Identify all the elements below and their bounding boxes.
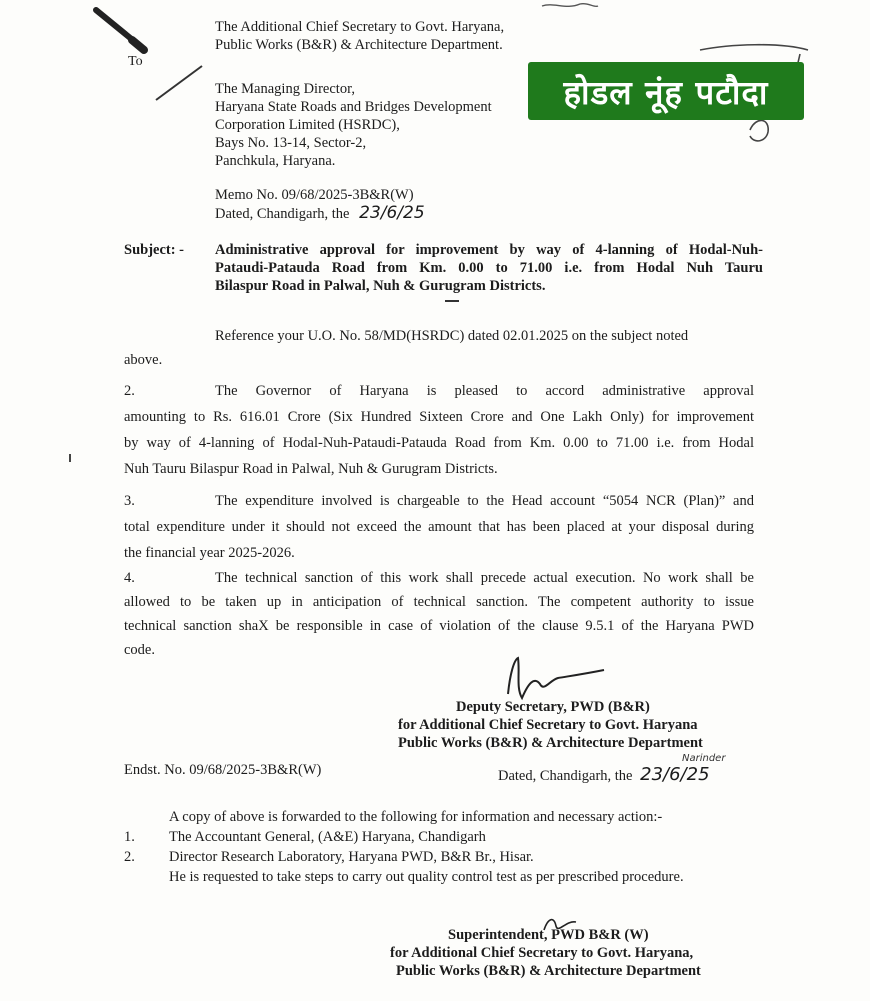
endorsement-date-handwritten: 23/6/25 <box>640 764 710 785</box>
paragraph-line: code. <box>124 642 155 658</box>
to-address <box>215 80 492 170</box>
subject-line: Pataudi-Patauda Road from Km. 0.00 to 71.00 i.e. from Hodal Nuh Tauru <box>215 260 763 276</box>
reference-line: Reference your U.O. No. 58/MD(HSRDC) dated 02.01.2025 on the subject noted <box>215 328 689 344</box>
signature-line: Public Works (B&R) & Architecture Department <box>398 735 703 751</box>
subject-line: Bilaspur Road in Palwal, Nuh & Gurugram Districts. <box>215 278 546 294</box>
copy-item <box>124 828 684 846</box>
hindi-title-banner: होडल नूंह पटौदा <box>528 62 804 120</box>
signature-line: Superintendent, PWD B&R (W) <box>448 927 649 943</box>
subject-divider <box>445 300 459 302</box>
subject-text <box>215 241 763 295</box>
paragraph-line: The technical sanction of this work shall precede actual execution. No work shall be <box>215 570 754 586</box>
paragraph-line: amounting to Rs. 616.01 Crore (Six Hundred Sixteen Crore and One Lakh Only) for improvement <box>124 409 754 425</box>
to-label: To <box>128 54 143 69</box>
to-address-line: Bays No. 13-14, Sector-2, <box>215 135 367 151</box>
paragraph-number: 2. <box>124 383 135 399</box>
reference-paragraph <box>124 327 754 369</box>
signature-block-2 <box>390 926 701 980</box>
copy-item <box>124 848 684 866</box>
paragraph-line: Nuh Tauru Bilaspur Road in Palwal, Nuh & Gurugram Districts. <box>124 461 498 477</box>
to-address-line: The Managing Director, <box>215 81 355 97</box>
copy-item-number: 2. <box>124 849 135 865</box>
paragraph-3 <box>124 488 754 566</box>
pen-stroke-diagonal <box>150 62 210 106</box>
copy-forward-block <box>124 808 684 886</box>
paragraph-line: allowed to be taken up in anticipation of technical sanction. The competent authority to issue <box>124 594 754 610</box>
to-address-line: Corporation Limited (HSRDC), <box>215 117 400 133</box>
subject-line: Administrative approval for improvement by way of 4-lanning of Hodal-Nuh- <box>215 242 763 258</box>
paragraph-number: 3. <box>124 493 135 509</box>
from-address-line: The Additional Chief Secretary to Govt. Haryana, <box>215 19 505 35</box>
signature-line: Deputy Secretary, PWD (B&R) <box>456 699 650 715</box>
handwritten-note: Narinder <box>682 753 726 764</box>
endorsement-date-line <box>498 766 710 785</box>
pen-scribble-top-left <box>92 6 152 66</box>
paragraph-line: total expenditure under it should not exceed the amount that has been placed at your disposal during <box>124 519 754 535</box>
to-address-line: Panchkula, Haryana. <box>215 153 336 169</box>
pen-mark-top-center <box>540 0 600 16</box>
endorsement-date-prefix: Dated, Chandigarh, the <box>498 768 633 784</box>
signature-line: for Additional Chief Secretary to Govt. Haryana <box>398 717 698 733</box>
reference-line: above. <box>124 352 163 368</box>
paragraph-line: The Governor of Haryana is pleased to accord administrative approval <box>215 383 754 399</box>
from-address <box>215 18 504 54</box>
paragraph-4 <box>124 566 754 662</box>
paragraph-line: the financial year 2025-2026. <box>124 545 295 561</box>
paragraph-line: by way of 4-lanning of Hodal-Nuh-Pataudi-Patauda Road from Km. 0.00 to 71.00 i.e. from Hodal <box>124 435 754 451</box>
memo-number: Memo No. 09/68/2025-3B&R(W) <box>215 187 414 203</box>
copy-item-text: Director Research Laboratory, Haryana PWD, B&R Br., Hisar. <box>169 849 534 865</box>
signature-block-1 <box>398 698 703 752</box>
paragraph-line: The expenditure involved is chargeable to the Head account “5054 NCR (Plan)” and <box>215 493 754 509</box>
memo-date-line <box>215 204 425 223</box>
paragraph-line: technical sanction shaX be responsible in case of violation of the clause 9.5.1 of the Haryana PWD <box>124 618 754 634</box>
memo-date-prefix: Dated, Chandigarh, the <box>215 206 350 222</box>
memo-date-handwritten: 23/6/25 <box>359 203 425 223</box>
memo-block <box>215 186 425 223</box>
paragraph-number: 4. <box>124 570 135 586</box>
copy-note: He is requested to take steps to carry out quality control test as per prescribed procedure. <box>169 869 684 885</box>
subject-label: Subject: - <box>124 242 185 258</box>
copy-item-text: The Accountant General, (A&E) Haryana, Chandigarh <box>169 829 486 845</box>
copy-item-number: 1. <box>124 829 135 845</box>
signature-line: Public Works (B&R) & Architecture Department <box>396 963 701 979</box>
paragraph-2 <box>124 378 754 482</box>
signature-line: for Additional Chief Secretary to Govt. Haryana, <box>390 945 694 961</box>
copy-intro: A copy of above is forwarded to the following for information and necessary action:- <box>169 809 663 825</box>
to-address-line: Haryana State Roads and Bridges Development <box>215 99 492 115</box>
from-address-line: Public Works (B&R) & Architecture Department. <box>215 37 503 53</box>
endorsement-number: Endst. No. 09/68/2025-3B&R(W) <box>124 762 322 778</box>
margin-dot <box>66 452 74 464</box>
